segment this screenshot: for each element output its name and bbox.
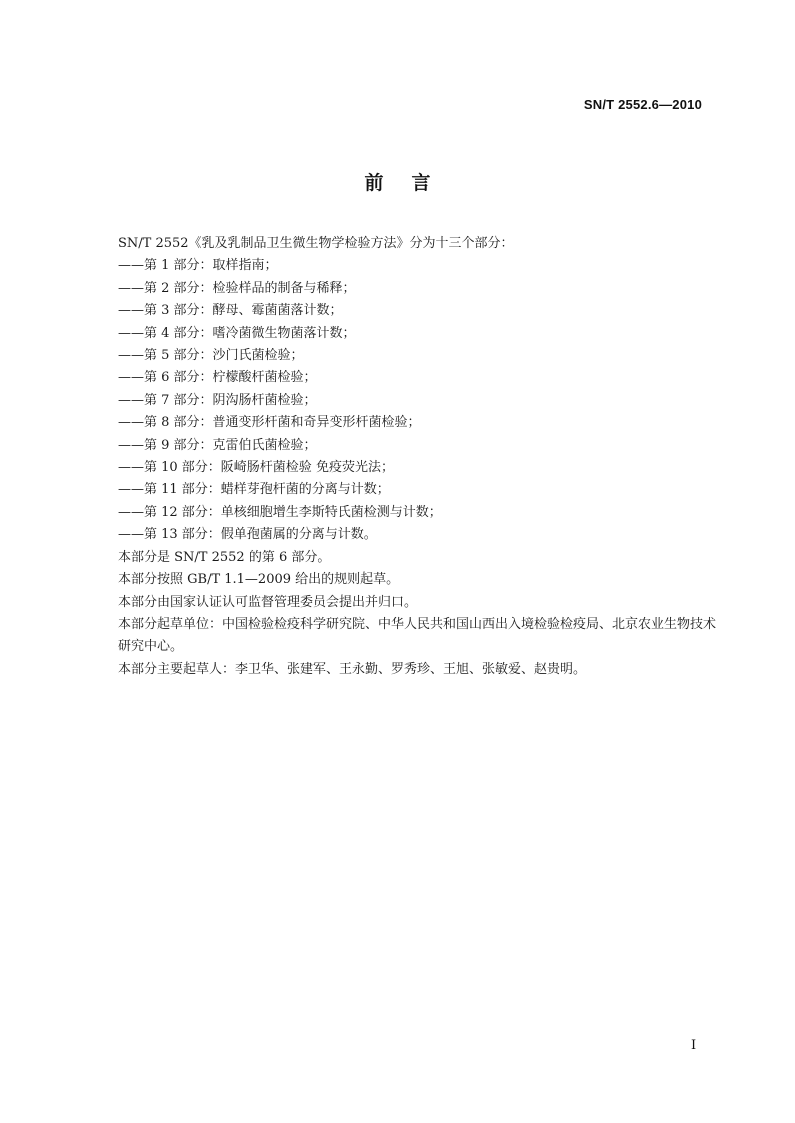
list-item: ——第 5 部分：沙门氏菌检验； — [118, 348, 304, 364]
list-item: ——第 9 部分：克雷伯氏菌检验； — [118, 437, 317, 453]
part-of-statement: 本部分是 SN/T 2552 的第 6 部分。 — [118, 549, 331, 565]
list-item: ——第 3 部分：酵母、霉菌菌落计数； — [118, 303, 343, 319]
list-item: ——第 7 部分：阴沟肠杆菌检验； — [118, 392, 317, 408]
list-item: ——第 12 部分：单核细胞增生李斯特氏菌检测与计数； — [118, 504, 442, 520]
proposed-by-statement: 本部分由国家认证认可监督管理委员会提出并归口。 — [118, 594, 418, 610]
list-item: ——第 2 部分：检验样品的制备与稀释； — [118, 280, 356, 296]
page-title: 前言 — [364, 172, 459, 194]
parts-list — [118, 255, 718, 546]
list-item: ——第 10 部分：阪崎肠杆菌检验 免疫荧光法； — [118, 460, 394, 476]
drafters-statement: 本部分主要起草人：李卫华、张建军、王永勤、罗秀珍、王旭、张敏爱、赵贵明。 — [118, 661, 587, 677]
list-item: ——第 13 部分：假单孢菌属的分离与计数。 — [118, 527, 377, 543]
drafting-units-statement: 本部分起草单位：中国检验检疫科学研究院、中华人民共和国山西出入境检验检疫局、北京农业生物技术研究中心。 — [118, 616, 717, 655]
drafting-rules-statement: 本部分按照 GB/T 1.1—2009 给出的规则起草。 — [118, 572, 400, 588]
list-item: ——第 11 部分：蜡样芽孢杆菌的分离与计数； — [118, 482, 390, 498]
standard-code: SN/T 2552.6—2010 — [583, 97, 702, 112]
page-number: I — [691, 1038, 697, 1053]
list-item: ——第 4 部分：嗜冷菌微生物菌落计数； — [118, 325, 356, 341]
list-item: ——第 6 部分：柠檬酸杆菌检验； — [118, 370, 317, 386]
foreword-body — [118, 233, 718, 681]
intro-line: SN/T 2552《乳及乳制品卫生微生物学检验方法》分为十三个部分： — [118, 236, 514, 251]
list-item: ——第 1 部分：取样指南； — [118, 258, 278, 274]
list-item: ——第 8 部分：普通变形杆菌和奇异变形杆菌检验； — [118, 415, 421, 431]
